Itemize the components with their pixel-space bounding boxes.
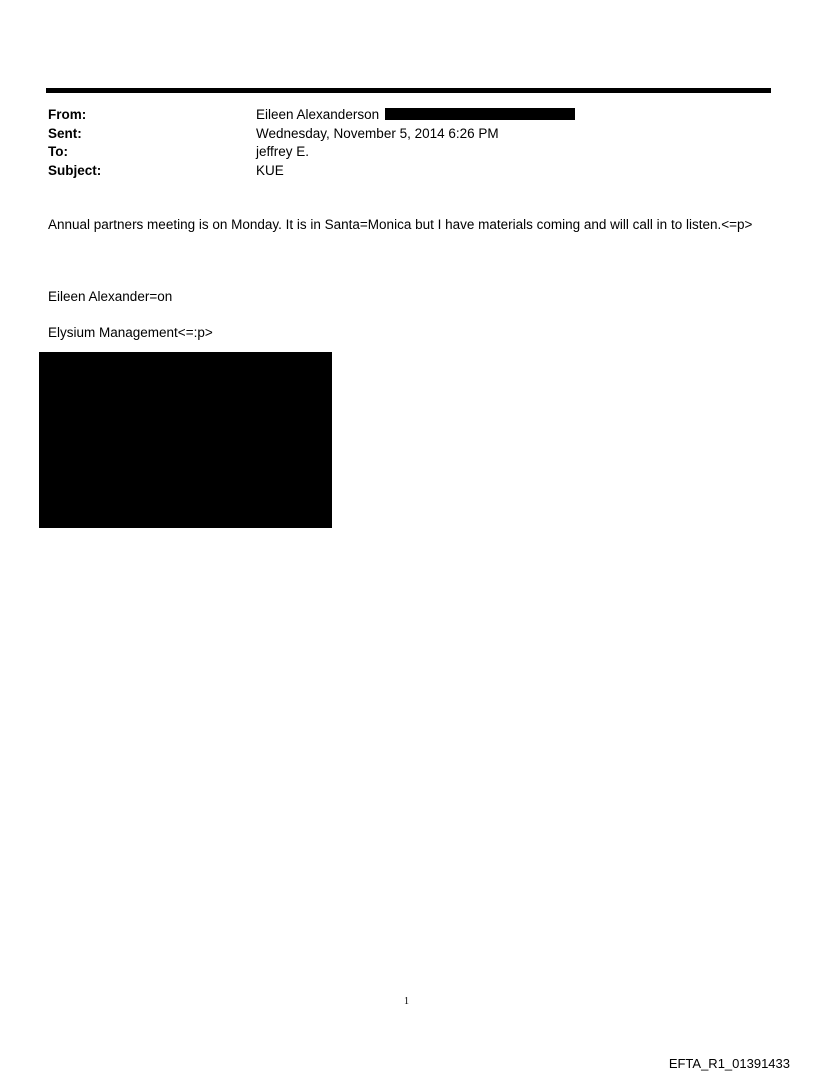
subject-label: Subject:: [48, 162, 102, 178]
redacted-signature-block: [39, 352, 332, 528]
from-label: From:: [48, 107, 87, 122]
signature-name: Eileen Alexander=on: [48, 289, 173, 304]
sent-row: [48, 125, 768, 144]
redacted-email-address: [385, 108, 575, 120]
document-id: EFTA_R1_01391433: [668, 1056, 790, 1071]
from-value-wrapper: [256, 106, 575, 125]
from-row: [48, 106, 768, 125]
page-number: 1: [404, 996, 409, 1007]
to-label: To:: [48, 144, 68, 159]
email-header: [48, 106, 768, 180]
to-row: [48, 143, 768, 162]
signature-company: Elysium Management<=:p>: [48, 325, 213, 340]
from-value: Eileen Alexanderson: [256, 107, 380, 122]
sent-value: Wednesday, November 5, 2014 6:26 PM: [256, 125, 499, 141]
subject-value: KUE: [256, 162, 284, 178]
to-value: jeffrey E.: [256, 144, 310, 159]
sent-label: Sent:: [48, 125, 82, 141]
message-body-line: Annual partners meeting is on Monday. It is in Santa=Monica but I have materials coming and will call in to listen.<=p>: [48, 217, 753, 232]
subject-row: [48, 162, 768, 181]
top-divider: [46, 88, 771, 93]
